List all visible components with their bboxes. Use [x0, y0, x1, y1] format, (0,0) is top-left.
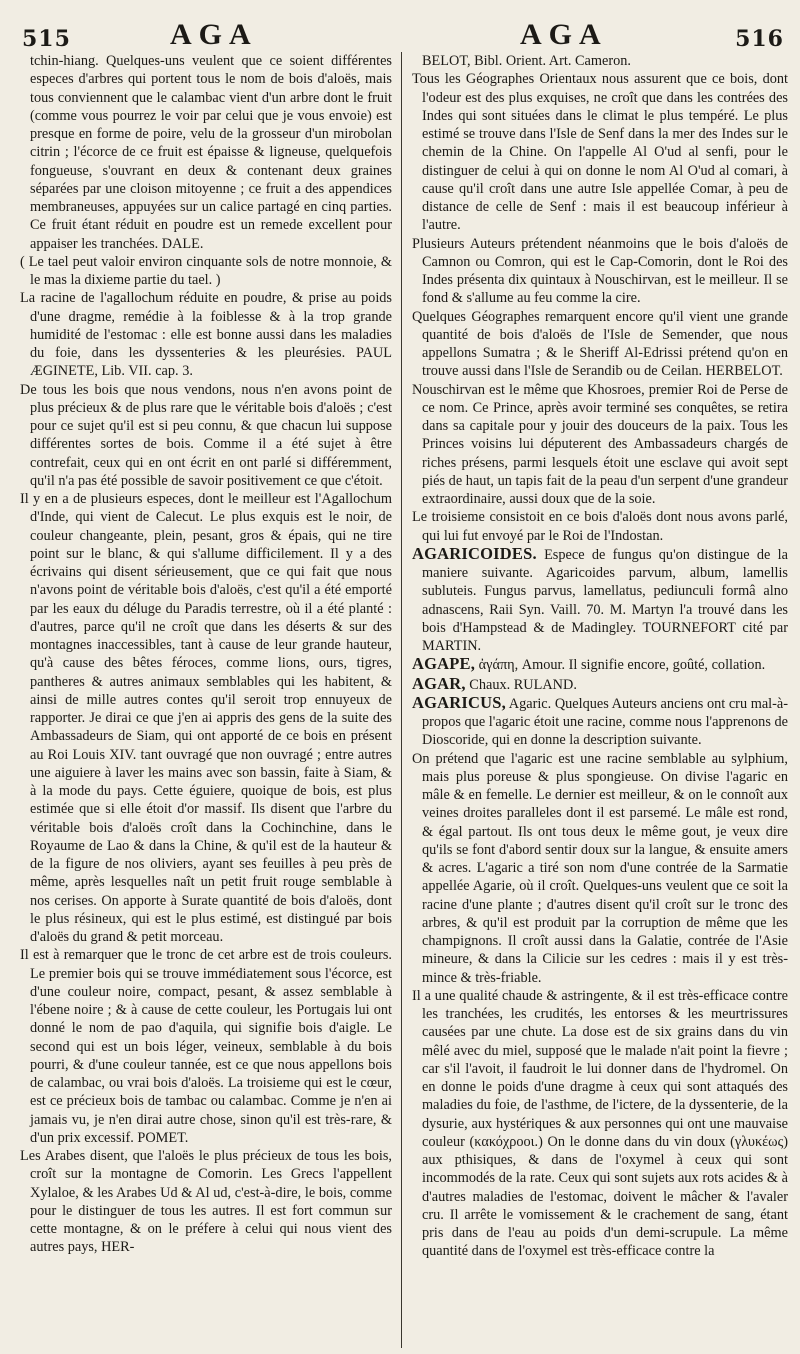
running-headword-left: AGA [170, 18, 258, 51]
paragraph: tchin-hiang. Quelques-uns veulent que ce soient différentes especes d'arbres qui portent tous le nom de bois d'aloës, mais tous conviennent que le calambac vient d'un arbre dont le fruit (comme vous pourrez le voir par celui que je vous envoie) est presque en forme de poire, velu de la grosseur d'un mirobolan citrin ; l'écorce de ce fruit est épaisse & ligneuse, quelquefois fongueuse, s'ouvrant en deux & contenant deux graines séparées par une cloison mitoyenne ; ce fruit a des appendices membraneuses, appuyées sur un calice partagé en cinq parties. Ce fruit étant réduit en poudre est un remede excellent pour appaiser les tranchées. DALE. [30, 53, 392, 252]
left-column [20, 52, 392, 1257]
entry-headword: AGAPE, [412, 654, 476, 674]
paragraph: Le troisieme consistoit en ce bois d'aloës dont nous avons parlé, qui lui fut envoyé par le Roi de l'Indostan. [412, 509, 788, 544]
dictionary-entry [412, 675, 788, 694]
paragraph: On prétend que l'agaric est une racine semblable au sylphium, mais plus poreuse & plus spongieuse. On divise l'agaric en mâle & en femelle. Le dernier est meilleur, & on le connoît aux veines droites paralleles dont il est parsemé. Le mâle est rond, & égal partout. Ils ont tous deux le même gout, je veux dire qu'ils se font d'abord sentir doux sur la langue, & ensuite amers & acres. L'agaric a tiré son nom d'une contrée de la Sarmatie appellée Agarie, où il croît. Quelques-uns veulent que ce soit la racine d'une plante ; d'autres disent qu'il croît sur le tronc des arbres, & qu'il est produit par la corruption de même que les champignons. Il croît aussi dans la Galatie, contrée de l'Asie mineure, & dans la Cilicie sur les cedres : mais il y est très-mince & très-friable. [412, 750, 788, 986]
paragraph: Il est à remarquer que le tronc de cet arbre est de trois couleurs. Le premier bois qui se trouve immédiatement sous l'écorce, est d'une couleur noire, compact, pesant, & assez semblable à l'ébene noire ; & à cause de cette couleur, les Portugais lui ont donné le nom de pao d'aquila, qui signifie bois d'aigle. Le second qui est un bois léger, veineux, semblable à du bois pourri, & d'une couleur tannée, est ce que nous appellons bois de calambac, ou vrai bois d'aloës. La troisieme qui est le cœur, est ce précieux bois de tambac ou calambac. Comme je n'en ai jamais vu, je n'en dirai autre chose, sinon qu'il est très-rare, & d'un prix excessif. POMET. [20, 947, 392, 1146]
paragraph: ( Le tael peut valoir environ cinquante sols de notre monnoie, & le mas la dixieme partie du tael. ) [20, 253, 392, 288]
paragraph: De tous les bois que nous vendons, nous n'en avons point de plus précieux & de plus rare que le véritable bois d'aloës ; c'est pour ce sujet qu'il est si peu connu, & que chacun lui suppose différentes sortes de bois. Comme il a été sujet à être contrefait, ceux qui en ont écrit en ont parlé si différemment, qu'il n'a pas été possible de savoir positivement ce que c'étoit. [20, 381, 392, 489]
entry-text: Agaric. Quelques Auteurs anciens ont cru mal-à-propos que l'agaric étoit une racine, comme nous l'apprenons de Dioscoride, qui en donne la description suivante. [422, 695, 788, 749]
paragraph: BELOT, Bibl. Orient. Art. Cameron. [422, 53, 631, 69]
page-number-left: 515 [22, 26, 71, 52]
paragraph: Il y en a de plusieurs especes, dont le meilleur est l'Agallochum d'Inde, qui vient de Calecut. Le plus exquis est le noir, de couleur changeante, plein, pesant, gros & épais, qui ne tire point sur le blanc, & qui s'allume difficilement. Il y a des écrivains qui disent sérieusement, que ce qui fait que nous n'avons point de véritable bois d'aloës, c'est qu'il a été emporté par les eaux du déluge du Paradis terrestre, où il a été planté : d'autres, parce qu'il ne croît que dans les déserts & sur des montagnes inaccessibles, tant à cause de leur grande hauteur, qu'à cause des bêtes féroces, comme lions, ours, tigres, pantheres & autres animaux semblables qui les habitent, & ainsi de mille autres contes qu'il seroit trop ennuyeux de rapporter. Je dirai ce que j'en ai appris des gens de la suite des Ambassadeurs de Siam, qui ont apporté de ce bois en présent au Roi Louis XIV. tant ouvragé que non ouvragé ; entre autres une aiguiere à laver les mains avec son bassin, faite à Siam, & à la mode du pays. Cette éguiere, quoique de bois, est plus estimée que si elle étoit d'or massif. Ils disent que l'arbre du véritable bois d'aloës croît dans la Cochinchine, dans le Royaume de Lao & dans la Chine, & qu'il est de la hauteur & de la figure de nos oliviers, ayant ses feuilles à peu près de même, après lesquelles naît un petit fruit rouge semblable à nos cerises. On apporte à Surate quantité de bois d'aloës, dont le plus résineux, qui est le plus estimé, est distingué par bois d'aloës du grand & petit morceau. [20, 491, 392, 945]
entry-headword: AGARICOIDES. [412, 543, 537, 563]
dictionary-entry [412, 545, 788, 656]
dictionary-entry [412, 694, 788, 750]
dictionary-entry [412, 655, 788, 674]
entry-text: Espece de fungus qu'on distingue de la maniere suivante. Agaricoides parvum, album, lamellis subluteis. Fungus parvus, lamellatus, pediunculi formâ alno adnascens, Raii Syn. Vaill. 70. M. Martyn l'a trouvé dans les bois d'Hampstead & de Madingley. TOURNEFORT cité par MARTIN. [422, 546, 788, 654]
entry-headword: AGARICUS, [412, 692, 506, 712]
paragraph: Il a une qualité chaude & astringente, & il est très-efficace contre les tranchées, les crudités, les entorses & les meurtrissures causées par une chute. La dose est de six grains dans du vin mêlé avec du miel, supposé que le malade n'ait point la fievre ; car s'il l'avoit, il faudroit le lui donner dans de l'hydromel. On en donne le poids d'une dragme à ceux qui sont attaqués des maladies du foie, de l'asthme, de l'ictere, de la dyssenterie, de la dysurie, aux hystériques & aux personnes qui ont une mauvaise couleur (κακόχροοι.) On le donne dans du vin doux (γλυκέως) aux pthisiques, & dans de l'oxymel à ceux qui sont incommodés de la rate. Ceux qui sont sujets aux rots acides & à d'autres maladies de l'estomac, doivent le mâcher & l'avaler cru. Il arrête le vomissement & le crachement de sang, étant pris dans de l'eau au poids d'un demi-scrupule. La même quantité dans de l'oxymel est très-efficace contre la [412, 987, 788, 1260]
page-number-right: 516 [735, 26, 784, 52]
paragraph: Nouschirvan est le même que Khosroes, premier Roi de Perse de ce nom. Ce Prince, après avoir terminé ses conquêtes, se retira dans sa capitale pour y jouir des douceurs de la paix. Tous les Princes voisins lui députerent des Ambassadeurs chargés de riches présens, parmi lesquels étoit une esclave qui avoit sept piés de haut, un tapis fait de la peau d'un serpent d'une grandeur extraordinaire, aussi doux que de la soie. [412, 381, 788, 507]
paragraph: Quelques Géographes remarquent encore qu'il vient une grande quantité de bois d'aloës de l'Isle de Semender, que nous appellons Sumatra ; & le Sheriff Al-Edrissi prétend qu'on en trouve aussi dans l'Isle de Serandib ou de Ceilan. HERBELOT. [412, 308, 788, 380]
paragraph: Les Arabes disent, que l'aloës le plus précieux de tous les bois, croît sur la montagne de Comorin. Les Grecs l'appellent Xylaloe, & les Arabes Ud & Al ud, c'est-à-dire, le bois, comme pour le distinguer de tous les autres. Il est fort commun sur cette montagne, & on le préfere à celui qui nous vient des autres pays, HER- [20, 1148, 392, 1256]
column-divider [401, 52, 402, 1348]
right-column [412, 52, 788, 1261]
entry-headword: AGAR, [412, 673, 466, 693]
running-headword-right: AGA [520, 18, 608, 51]
entry-text: Chaux. RULAND. [465, 676, 577, 693]
paragraph: Tous les Géographes Orientaux nous assurent que ce bois, dont l'odeur est des plus exquises, ne croît que dans les contrées des Indes qui sont situées dans le climat le plus tempéré. Le plus estimé se trouve dans l'Isle de Senf dans la mer des Indes sur le chemin de la Chine. On l'appelle Al O'ud al senfi, pour le distinguer de celui à qui on donne le nom Al O'ud al comari, à cause qu'il croît dans une autre Isle appellée Comar, à peu de distance de celle de Senf : mais il est beaucoup inférieur à l'autre. [412, 71, 788, 234]
entry-text: ἀγάπη, Amour. Il signifie encore, goûté, collation. [475, 657, 766, 674]
paragraph: La racine de l'agallochum réduite en poudre, & prise au poids d'une dragme, remédie à la foiblesse & à la trop grande humidité de l'estomac : elle est bonne aussi dans les maladies du foie, dans les dyssenteries & les pleurésies. PAUL ÆGINETE, Lib. VII. cap. 3. [20, 290, 392, 380]
paragraph: Plusieurs Auteurs prétendent néanmoins que le bois d'aloës de Camnon ou Comron, qui est le Cap-Comorin, dont le Roi des Indes présenta dix quintaux à Nouschirvan, est le meilleur. Il se fond & s'allume au feu comme la cire. [412, 235, 788, 307]
